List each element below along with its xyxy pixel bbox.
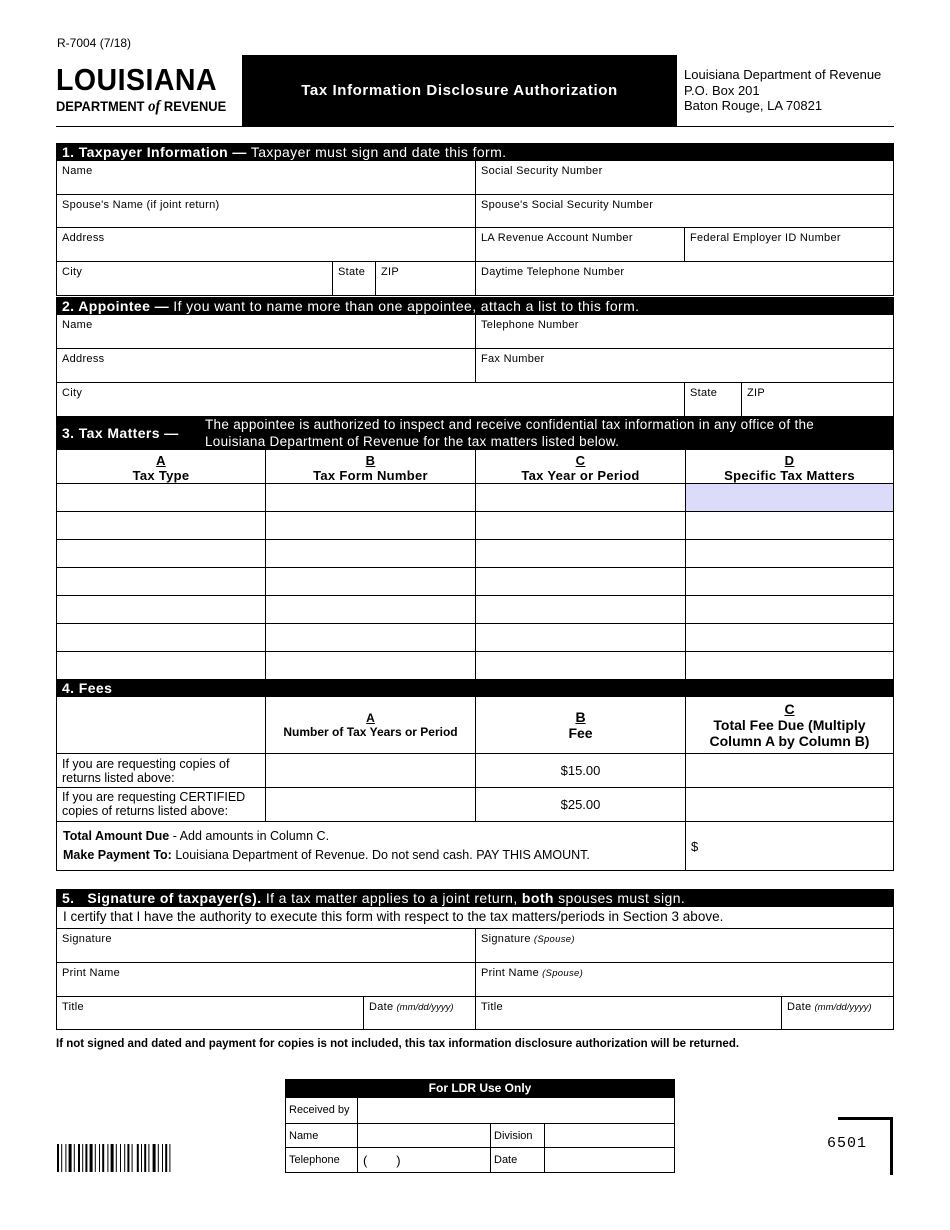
dollar-sign: $ [691, 839, 699, 854]
fee-row-label-line: If you are requesting copies of [62, 757, 230, 771]
tax-matter-cell[interactable] [266, 652, 476, 680]
field-label: Signature [62, 933, 112, 945]
section5-title: Signature of taxpayer(s). [87, 890, 262, 906]
fees-col-c-header [686, 697, 894, 754]
fee-row-copies-count-field[interactable] [266, 754, 476, 788]
tax-matter-cell[interactable] [56, 540, 266, 568]
barcode-bar [120, 1144, 121, 1172]
barcode-bar [158, 1144, 159, 1172]
section2-title: 2. Appointee — [62, 298, 169, 314]
field-label: Spouse's Social Security Number [481, 199, 654, 211]
col-letter: A [366, 711, 375, 725]
field-label: LA Revenue Account Number [481, 232, 633, 244]
tax-matter-cell[interactable] [56, 484, 266, 512]
return-warning: If not signed and dated and payment for copies is not included, this tax information disclosure authorization will be returned. [56, 1038, 740, 1050]
barcode-bar [124, 1144, 125, 1172]
col-letter: B [575, 709, 586, 725]
total-amount-due-label [56, 822, 686, 871]
col-label: Tax Type [132, 468, 190, 483]
field-label: Social Security Number [481, 165, 603, 177]
spouse-title-field[interactable] [476, 997, 782, 1030]
ldr-telephone-field[interactable]: ( ) [357, 1147, 491, 1173]
barcode-bar [169, 1144, 170, 1172]
tax-matter-cell[interactable] [476, 568, 686, 596]
fee-row-certified-total-field[interactable] [686, 788, 894, 822]
section3-description-line: The appointee is authorized to inspect and receive confidential tax information in any office of the [205, 417, 815, 432]
barcode-bar [69, 1144, 72, 1172]
col-label: Fee [568, 725, 593, 741]
tax-matter-cell[interactable] [476, 652, 686, 680]
tax-matter-cell[interactable] [266, 484, 476, 512]
fee-row-certified-count-field[interactable] [266, 788, 476, 822]
field-label: State [338, 266, 366, 278]
tax-matter-cell[interactable] [476, 484, 686, 512]
appointee-state-field[interactable] [685, 383, 742, 417]
ldr-division-field[interactable] [544, 1123, 675, 1148]
section2-subtitle: If you want to name more than one appointee, attach a list to this form. [173, 298, 640, 314]
barcode-bar [127, 1144, 129, 1172]
tax-matter-cell[interactable] [266, 540, 476, 568]
col-letter: A [156, 453, 166, 468]
field-label: Address [62, 353, 105, 365]
taxpayer-title-field[interactable] [56, 997, 364, 1030]
section3-title: 3. Tax Matters — [62, 425, 179, 441]
tax-matter-cell[interactable] [686, 596, 894, 624]
tax-matter-cell[interactable] [56, 596, 266, 624]
section4-title: 4. Fees [62, 680, 113, 696]
tax-matter-cell[interactable] [686, 540, 894, 568]
field-label: City [62, 266, 83, 278]
taxpayer-city-field[interactable] [56, 262, 333, 296]
field-label: Print Name [62, 967, 121, 979]
field-label: Address [62, 232, 105, 244]
appointee-address-field[interactable] [56, 349, 476, 383]
field-label: Name [62, 165, 93, 177]
field-label: Print Name [481, 967, 540, 979]
fee-row-label-line: copies of returns listed above: [62, 804, 229, 818]
field-label: Title [481, 1001, 503, 1013]
taxpayer-signature-field[interactable] [56, 929, 476, 963]
logo-department-text: DEPARTMENT [56, 98, 145, 114]
barcode-bar [85, 1144, 87, 1172]
barcode-bar [165, 1144, 167, 1172]
fee-row-certified-label [56, 788, 266, 822]
tax-matter-cell[interactable] [686, 652, 894, 680]
spouse-tag: (Spouse) [542, 968, 584, 979]
col-label: Total Fee Due (Multiply [713, 717, 866, 733]
field-label: Signature [481, 933, 531, 945]
barcode-bar [148, 1144, 149, 1172]
tax-matter-cell[interactable] [56, 512, 266, 540]
pay-bold: Make Payment To: [63, 848, 172, 862]
taxpayer-state-field[interactable] [333, 262, 376, 296]
tax-matter-cell[interactable] [56, 624, 266, 652]
taxpayer-name-field[interactable] [56, 161, 476, 195]
address-line: Baton Rouge, LA 70821 [684, 98, 823, 113]
tax-matter-cell[interactable] [686, 484, 894, 512]
form-number: 6501 [827, 1135, 868, 1152]
fees-col-a-header [266, 697, 476, 754]
field-label: ZIP [747, 387, 766, 399]
taxpayer-zip-field[interactable] [376, 262, 476, 296]
fee-row-label-line: returns listed above: [62, 771, 175, 785]
tax-matter-cell[interactable] [476, 596, 686, 624]
field-label: Title [62, 1001, 84, 1013]
tax-matter-cell[interactable] [686, 568, 894, 596]
header-divider [56, 126, 894, 127]
section5-both: both [521, 890, 554, 906]
ldr-date-label: Date [490, 1147, 545, 1173]
section4-header [56, 679, 894, 697]
taxpayer-date-field[interactable] [364, 997, 476, 1030]
col-label: Tax Year or Period [521, 468, 640, 483]
field-label: Telephone Number [481, 319, 579, 331]
col-letter: C [575, 453, 586, 468]
col-letter: B [365, 453, 376, 468]
tax-matter-cell[interactable] [266, 596, 476, 624]
barcode-bar [116, 1144, 117, 1172]
barcode-bar [144, 1144, 146, 1172]
section3-header [56, 417, 894, 450]
barcode-bar [90, 1144, 93, 1172]
section2-header [56, 297, 894, 315]
fee-row-copies-label [56, 754, 266, 788]
col-label: Number of Tax Years or Period [283, 725, 458, 739]
address-line: P.O. Box 201 [684, 82, 760, 98]
total-amount-field[interactable] [686, 822, 894, 871]
barcode-bar [141, 1144, 142, 1172]
field-label: Date [369, 1001, 394, 1013]
tax-matter-cell[interactable] [686, 512, 894, 540]
field-label: Name [62, 319, 93, 331]
barcode [57, 1144, 205, 1172]
field-label: State [690, 387, 718, 399]
barcode-bar [153, 1144, 156, 1172]
col-label: Tax Form Number [313, 468, 428, 483]
fees-header-blank [56, 697, 266, 754]
spouse-signature-field[interactable] [476, 929, 894, 963]
logo-revenue-text: REVENUE [163, 98, 227, 114]
ldr-received-by-label: Received by [285, 1097, 358, 1124]
barcode-bar [74, 1144, 75, 1172]
fee-row-copies-total-field[interactable] [686, 754, 894, 788]
appointee-city-field[interactable] [56, 383, 685, 417]
certify-statement: I certify that I have the authority to execute this form with respect to the tax matters/periods in Section 3 above. [56, 907, 894, 929]
tax-matter-cell[interactable] [476, 540, 686, 568]
appointee-zip-field[interactable] [742, 383, 894, 417]
fee-row-label-line: If you are requesting CERTIFIED [62, 790, 246, 804]
section1-title: 1. Taxpayer Information — [62, 144, 247, 160]
ldr-use-only-header: For LDR Use Only [285, 1079, 675, 1097]
tax-matter-cell[interactable] [266, 568, 476, 596]
spouse-tag: (Spouse) [533, 934, 575, 945]
tax-matter-cell[interactable] [56, 652, 266, 680]
field-label: ZIP [381, 266, 400, 278]
daytime-phone-field[interactable] [476, 262, 894, 296]
department-address [684, 67, 881, 114]
taxpayer-address-field[interactable] [56, 228, 476, 262]
pay-text: Louisiana Department of Revenue. Do not send cash. PAY THIS AMOUNT. [175, 848, 590, 862]
barcode-bar [107, 1144, 108, 1172]
col-d-specific-matters-header [686, 450, 894, 484]
section1-header [56, 143, 894, 161]
spouse-name-field[interactable] [56, 195, 476, 228]
tax-matter-cell[interactable] [266, 624, 476, 652]
section3-description [205, 417, 814, 450]
fees-col-b-header [476, 697, 686, 754]
ldr-name-label: Name [285, 1123, 358, 1148]
barcode-bar [78, 1144, 80, 1172]
tax-matter-cell[interactable] [476, 624, 686, 652]
col-letter: D [784, 453, 795, 468]
spouse-ssn-field[interactable] [476, 195, 894, 228]
ldr-division-label: Division [490, 1123, 545, 1148]
barcode-bar [82, 1144, 83, 1172]
barcode-bar [57, 1144, 59, 1172]
fee-row-copies-fee: $15.00 [476, 754, 686, 788]
barcode-bar [162, 1144, 163, 1172]
tax-matter-cell[interactable] [686, 624, 894, 652]
barcode-bar [111, 1144, 114, 1172]
form-title: Tax Information Disclosure Authorization [242, 55, 677, 126]
col-label: Specific Tax Matters [724, 468, 855, 483]
col-c-tax-year-header [476, 450, 686, 484]
la-account-field[interactable] [476, 228, 685, 262]
barcode-bar [95, 1144, 96, 1172]
barcode-bar [132, 1144, 133, 1172]
tax-matter-cell[interactable] [56, 568, 266, 596]
spouse-print-name-field[interactable] [476, 963, 894, 997]
address-line: Louisiana Department of Revenue [684, 67, 882, 82]
barcode-bar [61, 1144, 62, 1172]
total-bold: Total Amount Due [63, 829, 170, 843]
logo-of-text: of [148, 98, 161, 115]
form-code: R-7004 (7/18) [57, 36, 132, 50]
field-label: City [62, 387, 83, 399]
field-label: Date [787, 1001, 812, 1013]
date-format: (mm/dd/yyyy) [814, 1002, 872, 1013]
col-letter: C [784, 701, 795, 717]
tax-matter-cell[interactable] [476, 512, 686, 540]
total-text: - Add amounts in Column C. [172, 829, 330, 843]
taxpayer-ssn-field[interactable] [476, 161, 894, 195]
field-label: Spouse's Name (if joint return) [62, 199, 220, 211]
logo-department [56, 98, 226, 116]
section5-text: If a tax matter applies to a joint return, [265, 890, 518, 906]
field-label: Daytime Telephone Number [481, 266, 625, 278]
ldr-telephone-label: Telephone [285, 1147, 358, 1173]
appointee-fax-field[interactable] [476, 349, 894, 383]
barcode-bar [102, 1144, 104, 1172]
logo-louisiana: LOUISIANA [56, 62, 217, 97]
ldr-date-field[interactable] [544, 1147, 675, 1173]
col-a-tax-type-header [56, 450, 266, 484]
section1-subtitle: Taxpayer must sign and date this form. [250, 144, 507, 160]
ldr-name-field[interactable] [357, 1123, 491, 1148]
barcode-bar [65, 1144, 66, 1172]
fee-row-certified-fee: $25.00 [476, 788, 686, 822]
barcode-bar [99, 1144, 100, 1172]
col-b-form-number-header [266, 450, 476, 484]
appointee-phone-field[interactable] [476, 315, 894, 349]
col-label: Column A by Column B) [709, 733, 870, 749]
date-format: (mm/dd/yyyy) [396, 1002, 454, 1013]
section5-header [56, 889, 894, 907]
field-label: Federal Employer ID Number [690, 232, 841, 244]
section5-num: 5. [62, 890, 75, 906]
spouse-date-field[interactable] [782, 997, 894, 1030]
ldr-received-by-field[interactable] [357, 1097, 675, 1124]
taxpayer-print-name-field[interactable] [56, 963, 476, 997]
barcode-bar [137, 1144, 139, 1172]
fein-field[interactable] [685, 228, 894, 262]
appointee-name-field[interactable] [56, 315, 476, 349]
section5-text: spouses must sign. [558, 890, 686, 906]
field-label: Fax Number [481, 353, 545, 365]
tax-matter-cell[interactable] [266, 512, 476, 540]
section3-description-line: Louisiana Department of Revenue for the tax matters listed below. [205, 433, 620, 449]
